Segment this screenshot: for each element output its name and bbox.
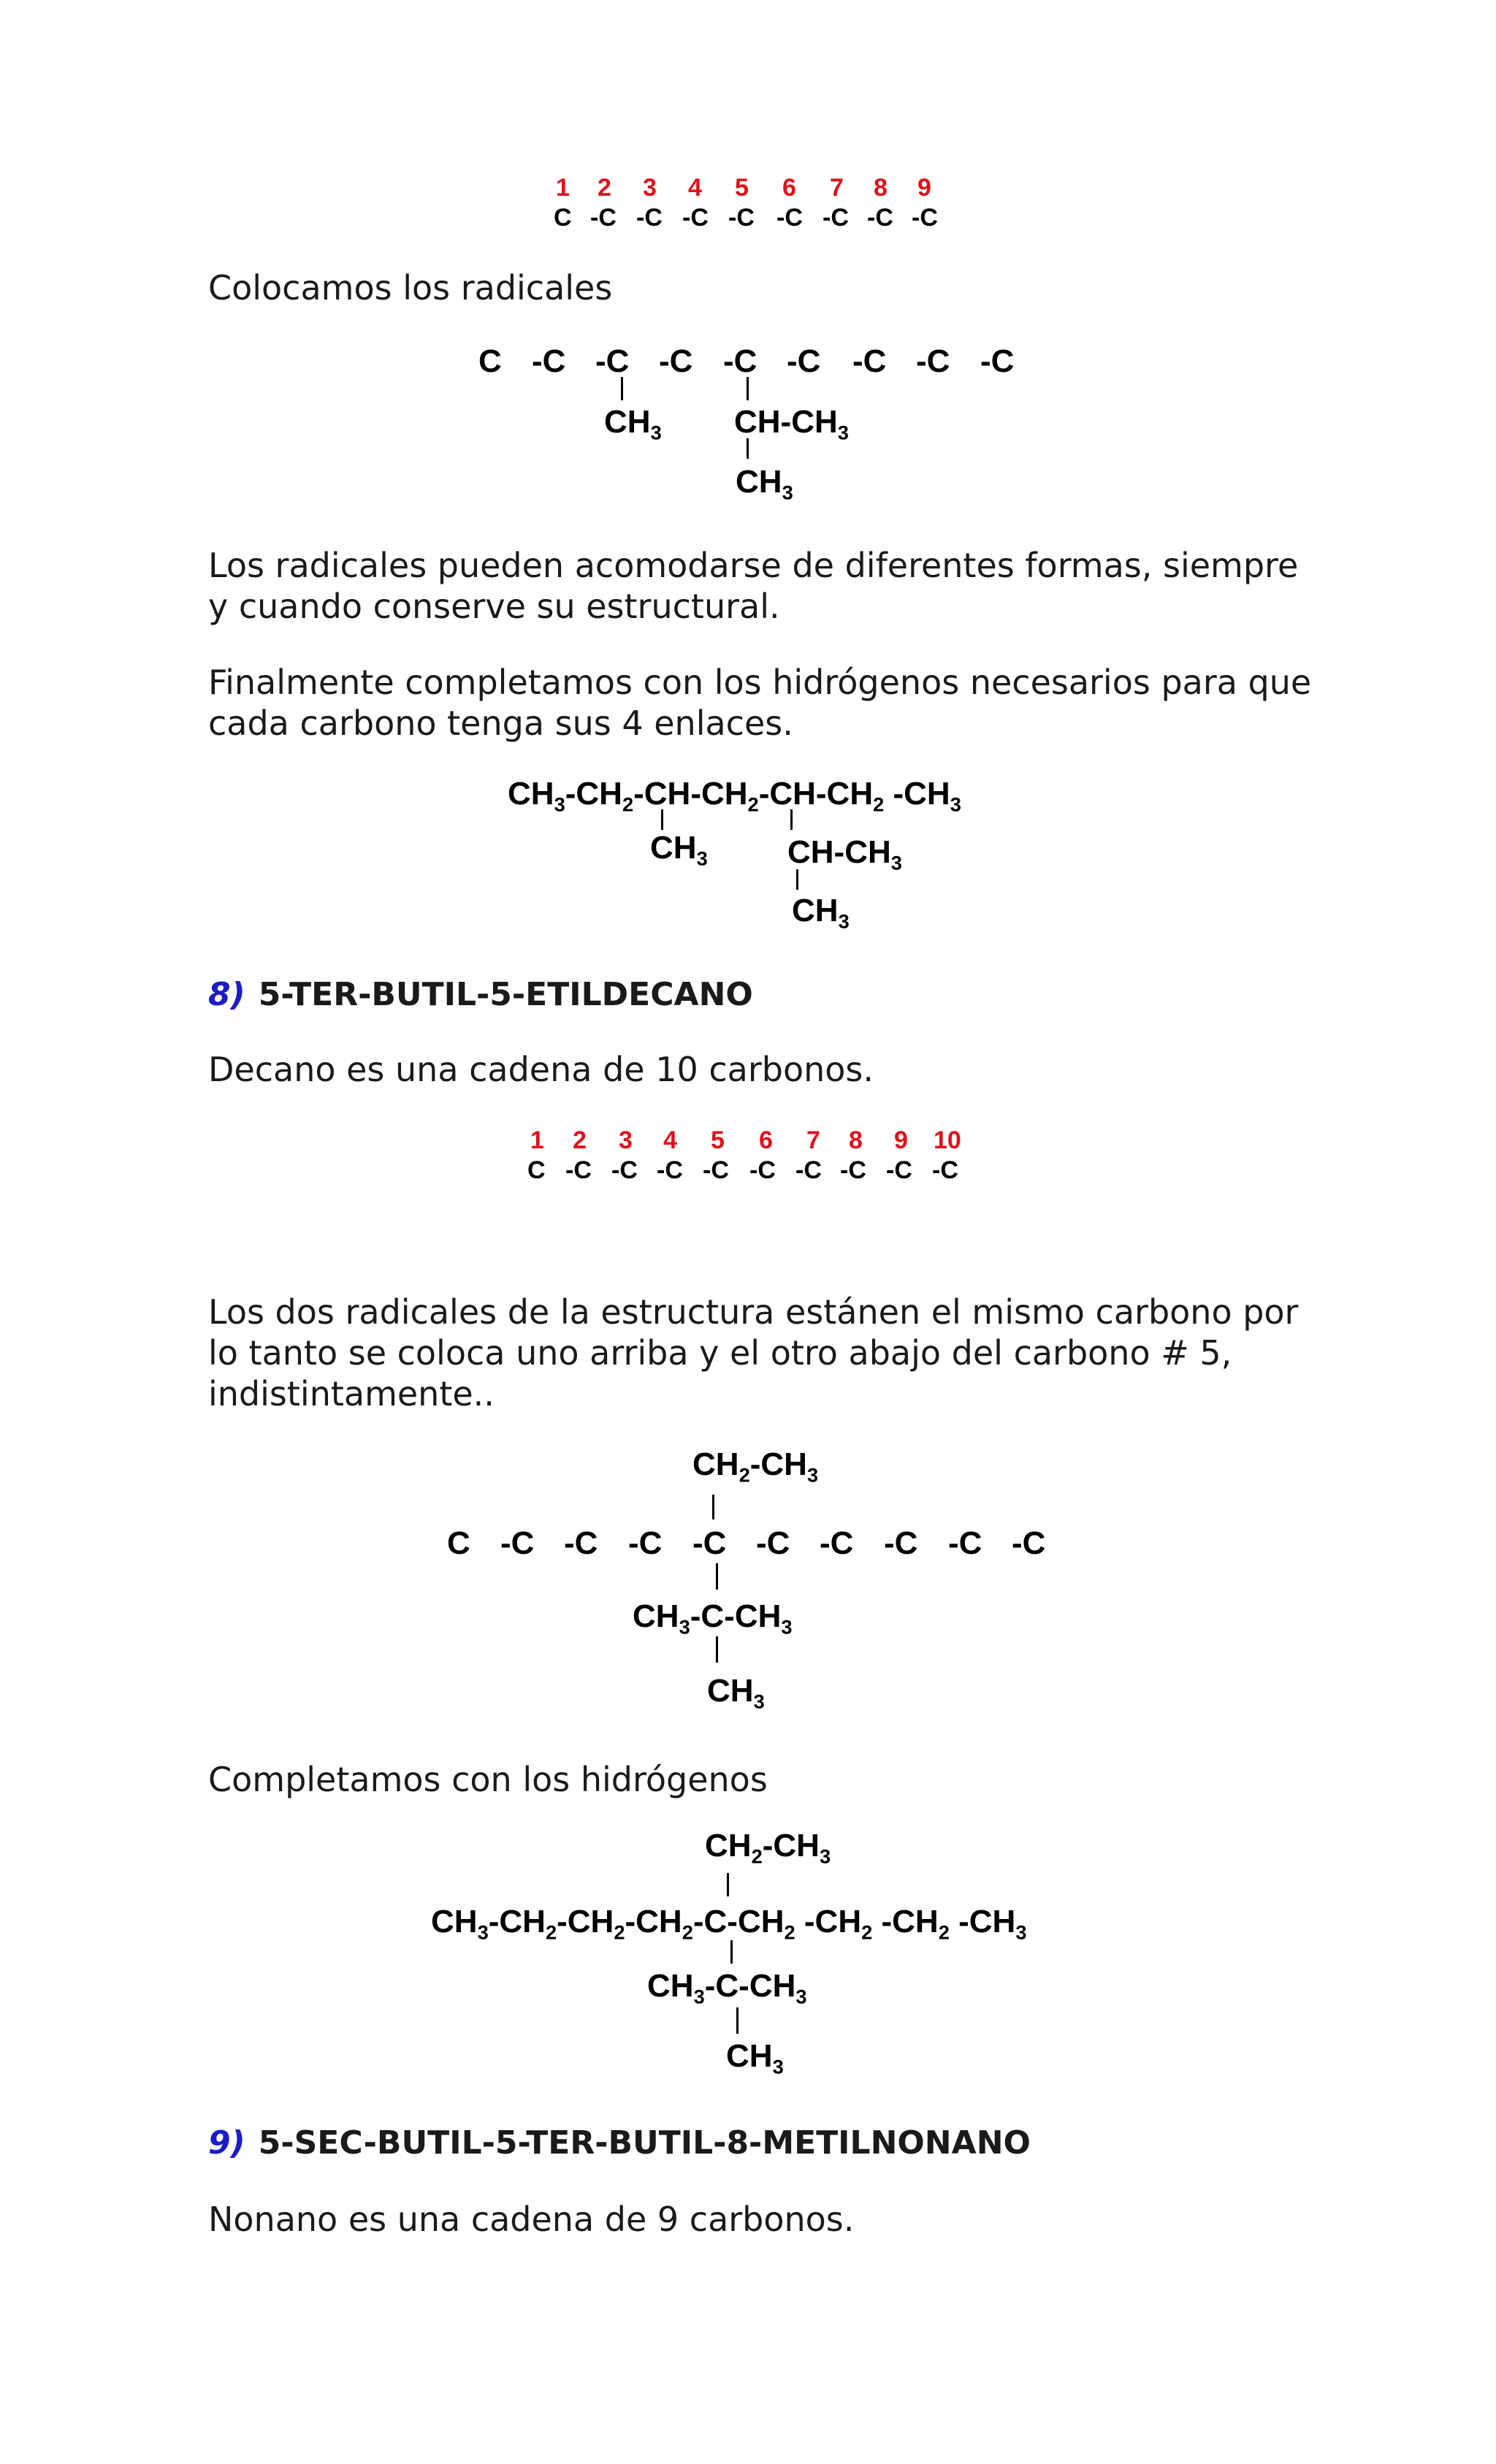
main-chain-atom: -C xyxy=(787,343,821,379)
bond-line xyxy=(716,1636,718,1663)
chain-atom: -C xyxy=(590,204,617,232)
main-chain-atom: -C xyxy=(532,343,566,379)
chain-atom: -C xyxy=(749,1156,776,1184)
paragraph-finalmente: Finalmente completamos con los hidrógenos necesarios para que cada carbono tenga sus 4 enlaces. xyxy=(208,663,1312,743)
methyl-radical: $CH_3$ xyxy=(707,1673,765,1713)
carbon-number: 3 xyxy=(619,1126,633,1154)
tert-butyl-radical: $CH_3-C-CH_3$ xyxy=(633,1598,793,1639)
bond-line xyxy=(621,377,623,400)
main-chain-atom: -C xyxy=(1012,1525,1046,1561)
main-chain-atom: -C xyxy=(884,1525,918,1561)
carbon-number: 5 xyxy=(735,174,749,202)
paragraph-colocamos: Colocamos los radicales xyxy=(208,268,613,308)
tert-butyl-radical: $CH_3-C-CH_3$ xyxy=(647,1968,807,2008)
paragraph-radicales: Los radicales pueden acomodarse de diferentes formas, siempre y cuando conserve su estructural. xyxy=(208,546,1299,626)
carbon-number: 7 xyxy=(830,174,844,202)
methyl-radical: $CH_3$ xyxy=(736,464,793,504)
carbon-number: 5 xyxy=(711,1126,725,1154)
chain-atom: -C xyxy=(840,1156,866,1184)
bond-line xyxy=(727,1873,729,1896)
exercise-title: 5-TER-BUTIL-5-ETILDECANO xyxy=(258,976,753,1013)
carbon-number: 6 xyxy=(782,174,796,202)
condensed-formula: $CH_3-CH_2-CH-CH_2-CH-CH_2$ $-CH_3$ xyxy=(508,776,961,816)
methyl-radical: $CH_3$ xyxy=(792,893,850,933)
chain-atom: C xyxy=(527,1156,546,1184)
bond-line xyxy=(730,1940,733,1964)
carbon-number: 3 xyxy=(643,174,657,202)
carbon-number: 4 xyxy=(663,1126,677,1154)
bond-line xyxy=(712,1495,714,1519)
bond-line xyxy=(790,809,793,830)
chain-atom: -C xyxy=(657,1156,683,1184)
main-chain-atom: -C xyxy=(564,1525,598,1561)
exercise-number: 8) xyxy=(208,976,245,1013)
chain-atom: -C xyxy=(776,204,803,232)
carbon-number: 1 xyxy=(530,1126,544,1154)
main-chain-atom: -C xyxy=(756,1525,790,1561)
chain-atom: -C xyxy=(932,1156,958,1184)
exercise-heading-8 xyxy=(208,974,753,1015)
main-chain-atom: C xyxy=(447,1525,470,1561)
isopropyl-radical: $CH-CH_3$ xyxy=(787,834,902,874)
isopropyl-radical: $CH-CH_3$ xyxy=(734,404,849,444)
chain-atom: -C xyxy=(823,204,849,232)
paragraph-completamos: Completamos con los hidrógenos xyxy=(208,1760,768,1799)
main-chain-atom: -C xyxy=(659,343,693,379)
methyl-radical: $CH_3$ xyxy=(650,830,708,870)
chain-atom: -C xyxy=(611,1156,638,1184)
chain-atom: -C xyxy=(682,204,709,232)
main-chain-atom: -C xyxy=(723,343,757,379)
main-chain-atom: -C xyxy=(852,343,887,379)
methyl-radical: $CH_3$ xyxy=(604,404,662,444)
bond-line xyxy=(747,377,749,400)
chain-atom: -C xyxy=(703,1156,729,1184)
chain-atom: -C xyxy=(636,204,663,232)
ethyl-radical: $CH_2-CH_3$ xyxy=(692,1446,819,1487)
main-chain-atom: -C xyxy=(628,1525,663,1561)
condensed-formula: $CH_3-CH_2-CH_2-CH_2-C-CH_2$ $-CH_2$ $-CH_2$ $-CH_3$ xyxy=(431,1904,1027,1944)
carbon-number: 9 xyxy=(917,174,931,202)
carbon-number: 9 xyxy=(894,1126,908,1154)
chain-atom: -C xyxy=(886,1156,912,1184)
exercise-heading-9 xyxy=(208,2123,1031,2164)
paragraph-decano: Decano es una cadena de 10 carbonos. xyxy=(208,1050,874,1089)
main-chain-atom: -C xyxy=(916,343,950,379)
carbon-number: 7 xyxy=(806,1126,820,1154)
carbon-number: 10 xyxy=(934,1126,961,1154)
chain-atom: -C xyxy=(565,1156,592,1184)
chain-atom: -C xyxy=(912,204,938,232)
bond-line xyxy=(747,438,749,459)
exercise-title: 5-SEC-BUTIL-5-TER-BUTIL-8-METILNONANO xyxy=(258,2124,1031,2162)
chain-atom: -C xyxy=(867,204,893,232)
main-chain-atom: -C xyxy=(692,1525,727,1561)
bond-line xyxy=(796,869,798,890)
main-chain-atom: -C xyxy=(500,1525,535,1561)
bond-line xyxy=(716,1563,718,1590)
carbon-number: 2 xyxy=(573,1126,587,1154)
carbon-number: 2 xyxy=(598,174,611,202)
carbon-number: 4 xyxy=(688,174,702,202)
ethyl-radical: $CH_2-CH_3$ xyxy=(705,1828,831,1868)
carbon-number: 6 xyxy=(759,1126,773,1154)
paragraph-dos-radicales: Los dos radicales de la estructura estánen el mismo carbono por lo tanto se coloca uno arriba y el otro abajo del carbono # 5, indistintamente.. xyxy=(208,1292,1299,1414)
main-chain-atom: C xyxy=(478,343,502,379)
main-chain-atom: -C xyxy=(820,1525,854,1561)
main-chain-atom: -C xyxy=(595,343,630,379)
main-chain-atom: -C xyxy=(980,343,1015,379)
exercise-number: 9) xyxy=(208,2124,245,2162)
carbon-number: 8 xyxy=(849,1126,863,1154)
chain-atom: -C xyxy=(728,204,755,232)
methyl-radical: $CH_3$ xyxy=(726,2038,784,2078)
carbon-number: 1 xyxy=(556,174,570,202)
bond-line xyxy=(736,2007,739,2034)
bond-line xyxy=(661,809,663,830)
paragraph-nonano: Nonano es una cadena de 9 carbonos. xyxy=(208,2200,855,2239)
main-chain-atom: -C xyxy=(948,1525,982,1561)
carbon-number: 8 xyxy=(874,174,888,202)
chain-atom: C xyxy=(554,204,572,232)
chain-atom: -C xyxy=(795,1156,822,1184)
